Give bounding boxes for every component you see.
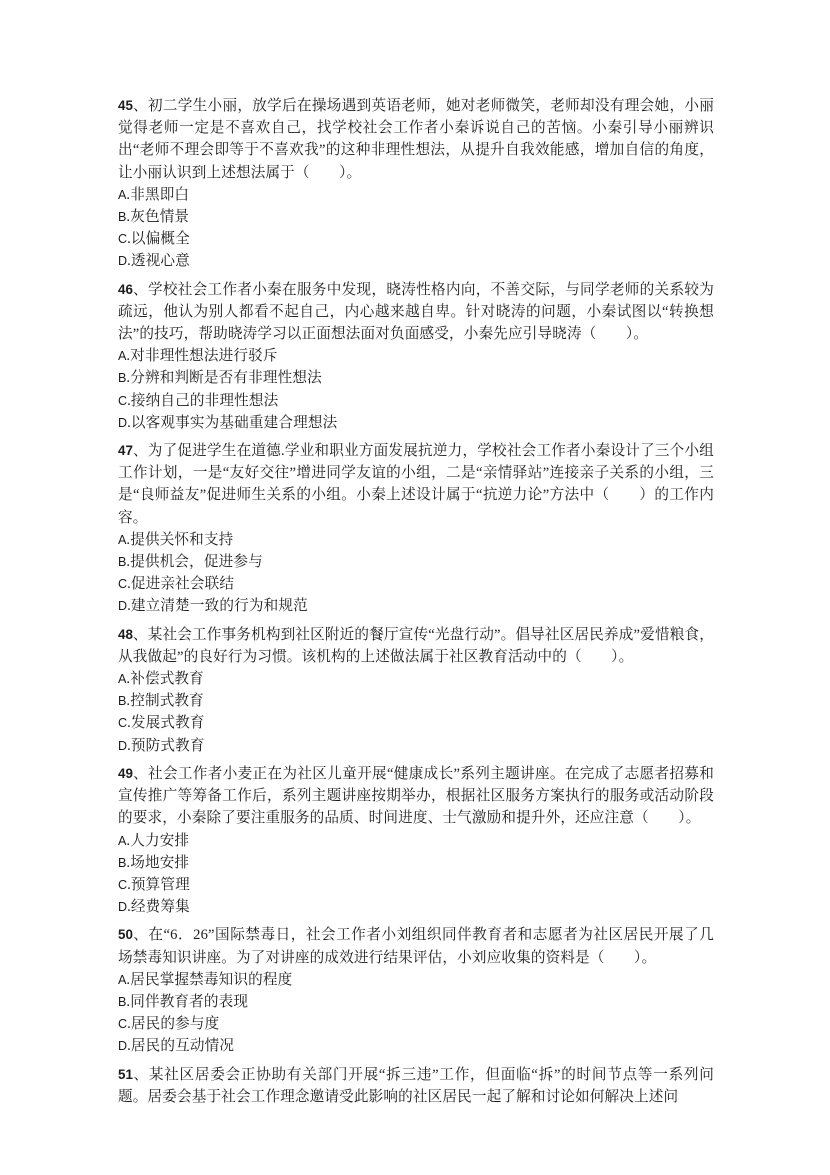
option-letter-c: C: [118, 393, 128, 408]
option-letter-c: C: [118, 1017, 128, 1032]
question-number-49: 49: [118, 765, 133, 781]
question-number-51: 51: [118, 1066, 133, 1082]
option-letter-a: A: [118, 349, 127, 364]
option-text-c: .发展式教育: [127, 715, 205, 732]
option-46-a[interactable]: [118, 345, 714, 367]
option-letter-a: A: [118, 972, 127, 987]
question-text-46: 、学校社会工作者小秦在服务中发现，晓涛性格内向，不善交际，与同学老师的关系较为疏远，他认为别人都看不起自己，内心越来越自卑。针对晓涛的问题，小秦试图以“转换想法”的技巧，帮助晓涛学习以正面想法面对负面感受，小秦先应引导晓涛（ ）。: [118, 281, 714, 343]
option-letter-b: B: [118, 855, 127, 870]
option-49-c[interactable]: [118, 874, 714, 896]
option-47-a[interactable]: [118, 529, 714, 551]
option-49-b[interactable]: [118, 852, 714, 874]
option-text-b: .控制式教育: [126, 693, 204, 710]
option-50-d[interactable]: [118, 1035, 714, 1057]
option-text-a: .居民掌握禁毒知识的程度: [126, 971, 293, 988]
option-48-a[interactable]: [118, 668, 714, 690]
exam-questions-body: [118, 95, 714, 1108]
option-text-c: .居民的参与度: [127, 1016, 220, 1033]
question-number-47: 47: [118, 443, 133, 459]
option-letter-d: D: [118, 254, 128, 269]
option-letter-a: A: [118, 532, 127, 547]
option-text-d: .经费筹集: [127, 899, 190, 916]
option-47-c[interactable]: [118, 573, 714, 595]
question-stem-49: [118, 763, 714, 830]
option-letter-a: A: [118, 187, 127, 202]
question-block-50: [118, 924, 714, 1057]
option-letter-a: A: [118, 672, 127, 687]
option-letter-c: C: [118, 232, 128, 247]
option-text-a: .提供关怀和支持: [126, 531, 234, 548]
option-text-d: .以客观事实为基础重建合理想法: [127, 414, 338, 431]
option-letter-d: D: [118, 738, 128, 753]
question-text-50: 、在“6．26”国际禁毒日，社会工作者小刘组织同伴教育者和志愿者为社区居民开展了几场禁毒知识讲座。为了对讲座的成效进行结果评估，小刘应收集的资料是（ ）。: [118, 927, 714, 966]
option-48-c[interactable]: [118, 712, 714, 734]
question-stem-46: [118, 279, 714, 346]
question-stem-45: [118, 95, 714, 184]
option-text-a: .人力安排: [126, 832, 190, 849]
option-letter-b: B: [118, 555, 127, 570]
question-number-50: 50: [118, 927, 133, 943]
option-letter-d: D: [118, 415, 128, 430]
question-number-45: 45: [118, 98, 133, 113]
option-letter-d: D: [118, 599, 128, 614]
question-block-45: [118, 95, 714, 273]
option-letter-b: B: [118, 210, 127, 225]
option-text-b: .场地安排: [126, 854, 190, 871]
option-text-c: .接纳自己的非理性想法: [127, 392, 279, 409]
question-text-45: 、初二学生小丽，放学后在操场遇到英语老师，她对老师微笑，老师却没有理会她，小丽觉得老师一定是不喜欢自己，找学校社会工作者小秦诉说自己的苦恼。小秦引导小丽辨识出“老师不理会即等于不喜欢我”的这种非理性想法，从提升自我效能感，增加自信的角度，让小丽认识到上述想法属于（ ）。: [118, 98, 714, 181]
question-block-46: [118, 279, 714, 434]
question-block-51: [118, 1064, 714, 1108]
question-block-47: [118, 440, 714, 618]
option-45-a[interactable]: [118, 184, 714, 206]
option-text-b: .分辨和判断是否有非理性想法: [126, 370, 322, 387]
option-letter-d: D: [118, 900, 128, 915]
option-46-d[interactable]: [118, 412, 714, 434]
option-letter-c: C: [118, 877, 128, 892]
option-text-c: .以偏概全: [127, 231, 190, 248]
option-text-d: .透视心意: [127, 253, 190, 270]
option-letter-b: B: [118, 694, 127, 709]
question-number-48: 48: [118, 626, 133, 642]
option-50-b[interactable]: [118, 991, 714, 1013]
option-letter-c: C: [118, 716, 128, 731]
question-stem-47: [118, 440, 714, 529]
option-text-d: .预防式教育: [127, 737, 205, 754]
option-text-a: .补偿式教育: [126, 671, 204, 688]
option-text-b: .同伴教育者的表现: [126, 993, 249, 1010]
option-45-b[interactable]: [118, 206, 714, 228]
option-text-c: .促进亲社会联结: [127, 576, 235, 593]
question-number-46: 46: [118, 281, 133, 297]
question-block-48: [118, 624, 714, 757]
question-stem-51: [118, 1064, 714, 1108]
option-48-b[interactable]: [118, 690, 714, 712]
option-45-c[interactable]: [118, 228, 714, 250]
option-letter-b: B: [118, 371, 127, 386]
question-text-51: 、某社区居委会正协助有关部门开展“拆三违”工作，但面临“拆”的时间节点等一系列问题。居委会基于社会工作理念邀请受此影响的社区居民一起了解和讨论如何解决上述问: [118, 1066, 714, 1105]
option-47-b[interactable]: [118, 551, 714, 573]
option-46-c[interactable]: [118, 390, 714, 412]
question-stem-50: [118, 924, 714, 968]
question-block-49: [118, 763, 714, 918]
option-letter-d: D: [118, 1039, 128, 1054]
option-text-a: .非黑即白: [126, 186, 190, 203]
option-47-d[interactable]: [118, 595, 714, 617]
option-text-b: .提供机会，促进参与: [126, 554, 263, 571]
question-text-49: 、社会工作者小麦正在为社区儿童开展“健康成长”系列主题讲座。在完成了志愿者招募和宣传推广等筹备工作后，系列主题讲座按期举办，根据社区服务方案执行的服务或活动阶段的要求，小秦除了要注重服务的品质、时间进度、士气激励和提升外，还应注意（ ）。: [118, 765, 714, 827]
option-text-c: .预算管理: [127, 876, 190, 893]
option-45-d[interactable]: [118, 250, 714, 272]
option-49-d[interactable]: [118, 896, 714, 918]
option-49-a[interactable]: [118, 830, 714, 852]
option-text-b: .灰色情景: [126, 209, 190, 226]
option-text-d: .建立清楚一致的行为和规范: [127, 598, 308, 615]
question-text-48: 、某社会工作事务机构到社区附近的餐厅宣传“光盘行动”。倡导社区居民养成”爱惜粮食，从我做起”的良好行为习惯。该机构的上述做法属于社区教育活动中的（ ）。: [118, 626, 714, 665]
option-letter-b: B: [118, 994, 127, 1009]
option-46-b[interactable]: [118, 367, 714, 389]
option-letter-a: A: [118, 833, 127, 848]
option-text-a: .对非理性想法进行驳斥: [126, 348, 278, 365]
option-50-a[interactable]: [118, 969, 714, 991]
option-48-d[interactable]: [118, 735, 714, 757]
question-stem-48: [118, 624, 714, 668]
option-letter-c: C: [118, 577, 128, 592]
option-50-c[interactable]: [118, 1013, 714, 1035]
question-text-47: 、为了促进学生在道德.学业和职业方面发展抗逆力，学校社会工作者小秦设计了三个小组工作计划，一是“友好交往”增进同学友谊的小组，二是“亲情驿站”连接亲子关系的小组，三是“良师益友”促进师生关系的小组。小秦上述设计属于“抗逆力论”方法中（ ）的工作内容。: [118, 443, 714, 526]
option-text-d: .居民的互动情况: [127, 1038, 235, 1055]
